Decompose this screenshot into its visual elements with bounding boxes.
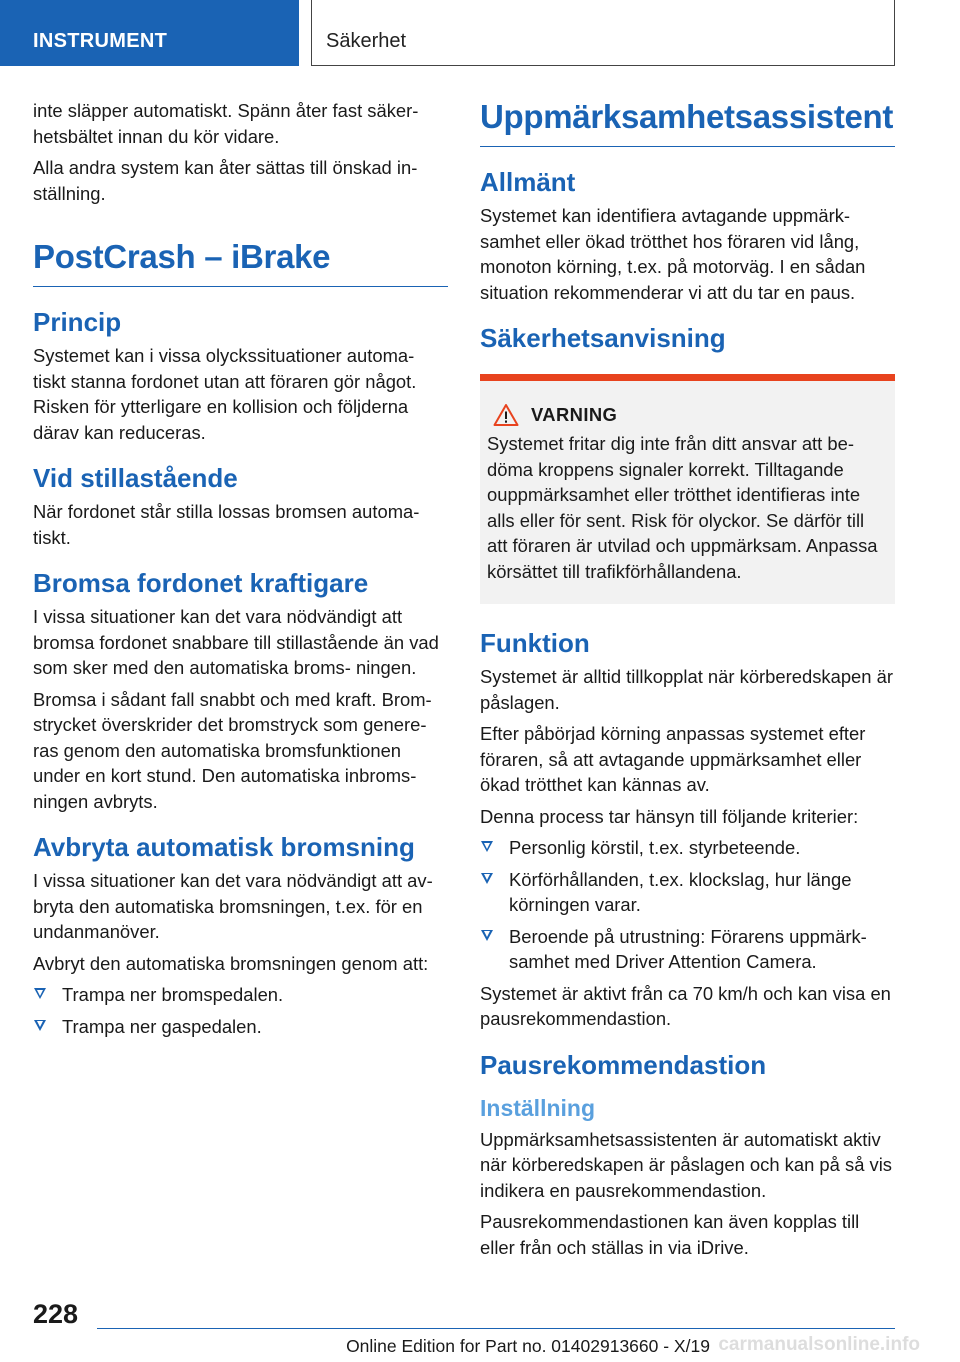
watermark: carmanualsonline.info — [718, 1334, 920, 1355]
list-item-text: Trampa ner gaspedalen. — [62, 1015, 262, 1037]
warning-header — [487, 403, 887, 427]
page-header — [0, 0, 960, 66]
footer-divider — [97, 1328, 895, 1329]
heading-setting: Inställning — [480, 1094, 595, 1121]
triangle-bullet-icon — [34, 988, 46, 999]
general-text: Systemet kan identifiera avtagande uppmärk- samhet eller ökad trötthet hos föraren vid lång, monoton körning, t.ex. på motorväg. I en sådan situation rekommenderar vi att du tar en paus. — [480, 205, 866, 303]
heading-general: Allmänt — [480, 167, 576, 197]
list-item-text: Körförhållanden, t.ex. klockslag, hur länge körningen varar. — [509, 868, 852, 915]
principle-text: Systemet kan i vissa olyckssituationer automa- tiskt stanna fordonet utan att föraren gör något. Risken för ytterligare en kollision och följderna därav kan reduceras. — [33, 345, 417, 443]
abort-list — [33, 982, 448, 1039]
warning-triangle-icon — [493, 403, 519, 427]
warning-label: VARNING — [531, 404, 618, 425]
function-text-2: Efter påbörjad körning anpassas systemet efter föraren, så att avtagande uppmärksamhet eller ökad trötthet kan kännas av. — [480, 723, 866, 795]
brake-text-2: Bromsa i sådant fall snabbt och med kraft. Brom- strycket överskrider det bromstryck som genere- ras genom den automatiska bromsfunktionen under en kort stund. Den automatiska inbroms- ningen avbryts. — [33, 688, 432, 812]
function-text-4: Systemet är aktivt från ca 70 km/h och kan visa en pausrekommendastion. — [480, 982, 891, 1029]
triangle-bullet-icon — [481, 930, 493, 941]
heading-principle: Princip — [33, 307, 122, 337]
list-item — [33, 1014, 448, 1040]
intro-paragraph-2: Alla andra system kan åter sättas till önskad in- ställning. — [33, 157, 418, 204]
triangle-bullet-icon — [481, 841, 493, 852]
list-item — [480, 924, 895, 975]
footer-edition: Online Edition for Part no. 01402913660 - X/19 — [346, 1336, 710, 1356]
function-text-1: Systemet är alltid tillkopplat när körberedskapen är påslagen. — [480, 666, 893, 713]
setting-text-1: Uppmärksamhetsassistenten är automatiskt aktiv när körberedskapen är påslagen och kan på så vis indikera en pausrekommendastion. — [480, 1128, 893, 1201]
list-item — [480, 835, 895, 861]
function-text-3: Denna process tar hänsyn till följande kriterier: — [480, 805, 859, 827]
heading-pause-recommendation: Pausrekommendastion — [480, 1049, 767, 1080]
list-item-text: Beroende på utrustning: Förarens uppmärk- samhet med Driver Attention Camera. — [509, 925, 867, 972]
heading-safety-note: Säkerhetsanvisning — [480, 323, 726, 353]
heading-function: Funktion — [480, 628, 590, 658]
warning-box — [480, 374, 895, 604]
chapter-heading-attention-assistant: Uppmärksamhetsassistent — [480, 98, 895, 147]
brake-text-1: I vissa situationer kan det vara nödvändigt att bromsa fordonet snabbare till stillastående än vad som sker med den automatiska broms- ningen. — [33, 606, 439, 678]
heading-brake-harder: Bromsa fordonet kraftigare — [33, 568, 369, 598]
triangle-bullet-icon — [481, 873, 493, 884]
list-item-text: Trampa ner bromspedalen. — [62, 984, 284, 1005]
chapter-heading-postcrash: PostCrash – iBrake — [33, 238, 448, 287]
triangle-bullet-icon — [34, 1020, 46, 1031]
criteria-list — [480, 835, 895, 975]
abort-text-1: I vissa situationer kan det vara nödvändigt att av- bryta den automatiska bromsningen, t.ex. för en undanmanöver. — [33, 870, 433, 942]
page-number: 228 — [33, 1299, 79, 1329]
heading-standstill: Vid stillastående — [33, 463, 238, 493]
warning-text: Systemet fritar dig inte från ditt ansvar att be- döma kroppens signaler korrekt. Tilltagande ouppmärksamhet eller trötthet identifieras inte alls eller för sent. Risk för olyckor. Se därför till att föraren är utvilad och uppmärksam. Anpassa körsättet till trafikförhållandena. — [487, 433, 878, 582]
right-column — [480, 98, 895, 1266]
section-tab — [0, 0, 299, 66]
section-tab-label: INSTRUMENT — [33, 30, 168, 52]
standstill-text: När fordonet står stilla lossas bromsen automa- tiskt. — [33, 501, 420, 548]
abort-text-2: Avbryt den automatiska bromsningen genom att: — [33, 952, 429, 974]
list-item-text: Personlig körstil, t.ex. styrbeteende. — [509, 837, 801, 858]
left-column — [33, 98, 448, 1045]
list-item — [480, 867, 895, 918]
list-item — [33, 982, 448, 1008]
header-title: Säkerhet — [326, 30, 407, 52]
heading-abort-braking: Avbryta automatisk bromsning — [33, 832, 415, 862]
intro-paragraph-1: inte släpper automatiskt. Spänn åter fast säker- hetsbältet innan du kör vidare. — [33, 100, 419, 147]
header-title-box — [311, 0, 895, 66]
setting-text-2: Pausrekommendastionen kan även kopplas till eller från och ställas in via iDrive. — [480, 1211, 860, 1258]
